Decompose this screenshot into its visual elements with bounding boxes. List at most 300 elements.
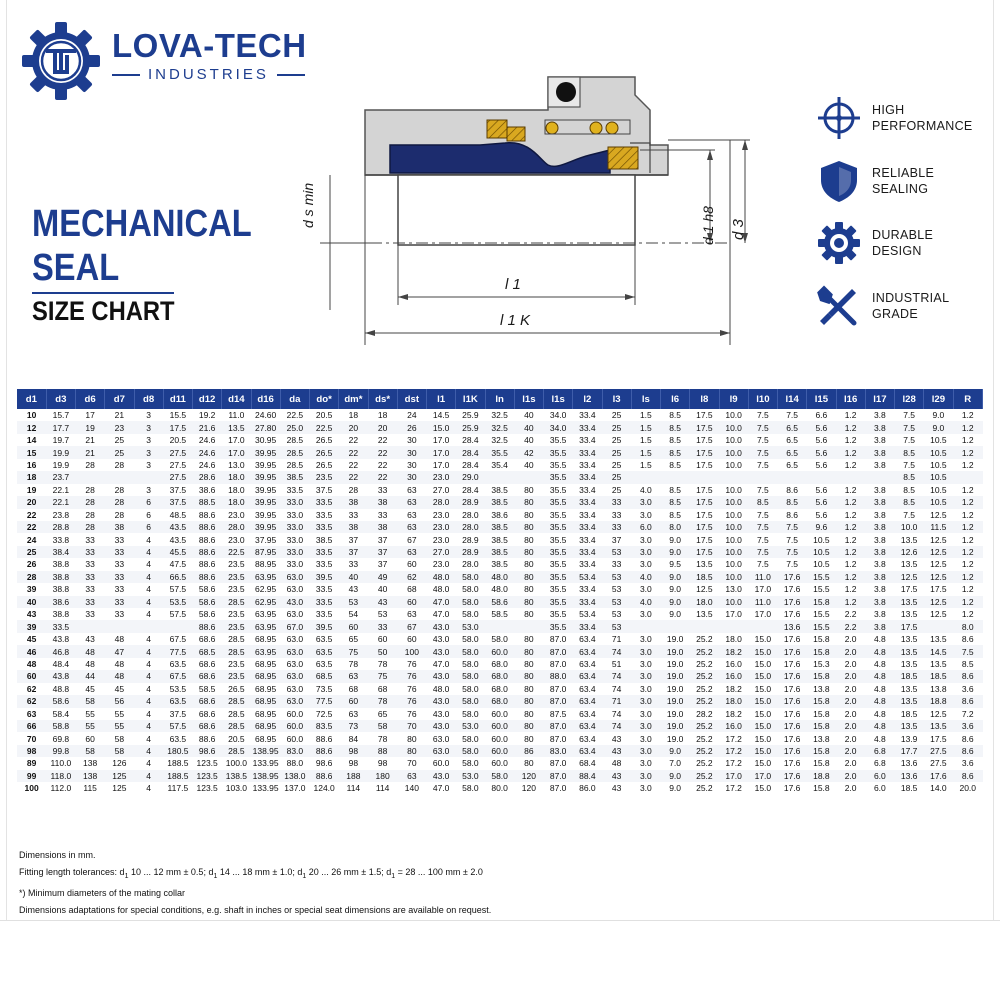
table-cell: 28.5 [228, 708, 245, 719]
table-cell [924, 620, 953, 632]
table-cell: 60.0 [286, 733, 304, 744]
table-cell: 63.0 [280, 670, 309, 682]
table-cell: 13.8 [813, 683, 830, 694]
table-cell: 25 [611, 410, 622, 421]
size-chart-table [17, 389, 983, 795]
table-cell: 1.2 [844, 459, 857, 470]
table-cell [661, 620, 690, 632]
table-cell: 4.8 [865, 670, 894, 682]
table-cell: 63.4 [573, 695, 602, 707]
table-cell: 80 [524, 708, 534, 719]
table-cell: 7.5 [748, 446, 777, 458]
table-cell: 60.0 [485, 720, 514, 732]
table-cell: 28 [85, 509, 95, 520]
table-cell: 34.0 [544, 421, 573, 433]
table-cell: 138 [76, 770, 105, 782]
table-cell: 35.5 [549, 484, 567, 495]
table-cell: 33 [611, 559, 622, 570]
table-cell: 15.5 [169, 410, 187, 421]
table-cell: 6.8 [873, 758, 886, 769]
table-cell: 43 [348, 584, 359, 595]
table-cell: 68.95 [251, 720, 280, 732]
table-cell: 70 [407, 758, 417, 769]
table-cell: 19.2 [198, 410, 216, 421]
table-cell: 28.5 [222, 695, 251, 707]
table-cell: 28.9 [456, 496, 485, 508]
table-cell: 17.6 [783, 758, 801, 769]
table-cell: 68.5 [193, 645, 222, 657]
table-row [17, 583, 983, 595]
table-cell: 7.2 [961, 708, 974, 719]
table-cell: 35.4 [491, 459, 508, 470]
table-cell: 8.5 [669, 410, 682, 421]
table-cell: 48 [85, 658, 95, 669]
table-cell: 63.0 [280, 571, 309, 583]
table-cell: 118.0 [46, 770, 75, 782]
table-cell: 78 [348, 658, 359, 669]
table-cell: 8.5 [669, 484, 682, 495]
table-notes [19, 847, 491, 919]
column-header: do* [310, 389, 339, 409]
table-cell: 4 [146, 609, 151, 620]
table-cell: 45 [26, 634, 37, 645]
table-cell: 10.0 [725, 484, 742, 495]
table-cell: 3.0 [631, 695, 660, 707]
table-cell: 3.8 [865, 496, 894, 508]
table-cell: 25.2 [696, 783, 713, 794]
table-cell: 17.6 [783, 708, 801, 719]
table-cell: 10.5 [807, 546, 836, 558]
table-cell: 43 [368, 596, 397, 608]
table-cell: 25 [611, 459, 622, 470]
table-cell: 22 [368, 446, 397, 458]
table-cell: 33.4 [573, 446, 602, 458]
table-cell: 53.4 [579, 609, 596, 620]
table-cell: 17.6 [778, 596, 807, 608]
table-cell: 15.0 [754, 683, 772, 694]
table-cell: 15.8 [807, 745, 836, 757]
table-cell: 48 [76, 645, 105, 657]
table-cell: 63.0 [286, 609, 304, 620]
table-cell: 25 [17, 546, 46, 558]
table-cell: 44 [76, 670, 105, 682]
table-cell: 45.5 [163, 546, 192, 558]
table-cell: 17.6 [783, 634, 801, 645]
column-header: dst [397, 389, 426, 409]
table-cell: 17.6 [924, 770, 953, 782]
table-cell: 99 [17, 770, 46, 782]
table-cell: 58.0 [462, 783, 479, 794]
table-cell: 68 [377, 683, 388, 694]
table-cell: 3.0 [639, 658, 652, 669]
table-cell: 30 [407, 459, 417, 470]
table-cell: 25.2 [696, 733, 713, 744]
table-cell: 88.6 [310, 745, 339, 757]
table-cell: 10.0 [719, 421, 748, 433]
table-cell: 13.5 [930, 634, 947, 645]
table-cell: 18.0 [719, 695, 748, 707]
table-cell: 8.0 [661, 521, 690, 533]
table-cell: 4 [146, 584, 151, 595]
table-cell: 58.0 [462, 733, 479, 744]
feature-3-line-1: DURABLE [872, 228, 934, 242]
table-cell: 33 [368, 620, 397, 632]
table-cell: 8.5 [895, 496, 924, 508]
table-cell: 7.0 [669, 758, 682, 769]
table-cell: 25 [602, 471, 631, 483]
table-cell: 63.5 [310, 645, 339, 657]
table-cell: 43 [26, 609, 37, 620]
table-cell: 18.2 [725, 708, 742, 719]
table-cell: 8.0 [953, 620, 983, 632]
table-cell: 14.0 [930, 783, 947, 794]
table-cell: 17.2 [725, 758, 742, 769]
table-cell: 98 [348, 758, 359, 769]
table-cell: 80 [524, 509, 534, 520]
table-cell: 58.5 [198, 683, 216, 694]
table-cell: 68.0 [491, 658, 508, 669]
table-cell: 80 [514, 720, 543, 732]
label-ds-min: d s min [300, 182, 316, 228]
title-divider [32, 292, 174, 294]
table-cell: 15.0 [754, 658, 772, 669]
table-cell: 3.0 [639, 559, 652, 570]
table-cell: 63 [348, 708, 359, 719]
table-cell: 3.8 [873, 534, 886, 545]
brand-block [112, 28, 307, 83]
title-line-2: SEAL [32, 247, 120, 289]
table-cell: 3.8 [873, 609, 886, 620]
table-cell: 3.8 [873, 559, 886, 570]
table-cell: 33.5 [315, 509, 333, 520]
table-cell: 33 [602, 521, 631, 533]
table-cell: 3.6 [961, 758, 974, 769]
table-cell: 80 [514, 645, 543, 657]
table-cell: 58.0 [462, 708, 479, 719]
table-cell: 15.0 [754, 783, 772, 794]
table-cell: 3.8 [865, 596, 894, 608]
table-cell: 38.8 [52, 584, 70, 595]
table-cell: 63.0 [286, 584, 304, 595]
table-cell: 33.4 [573, 596, 602, 608]
table-cell [748, 620, 777, 632]
table-cell: 71 [602, 695, 631, 707]
table-cell: 19.0 [666, 683, 684, 694]
table-cell [485, 471, 514, 483]
table-cell: 26.5 [315, 435, 333, 446]
table-cell: 74 [602, 670, 631, 682]
table-cell: 65 [348, 634, 359, 645]
table-cell: 33.4 [573, 521, 602, 533]
table-cell: 63 [407, 609, 417, 620]
table-cell: 60.0 [485, 745, 514, 757]
table-cell: 16.0 [719, 670, 748, 682]
table-cell: 30 [407, 435, 417, 446]
table-cell: 15.3 [813, 658, 830, 669]
table-cell: 39.95 [254, 509, 277, 520]
table-cell: 22 [26, 509, 37, 520]
table-cell: 80 [514, 546, 543, 558]
table-cell: 25.2 [690, 670, 719, 682]
table-cell: 63 [397, 546, 426, 558]
table-row [17, 670, 983, 682]
table-cell: 4 [146, 534, 151, 545]
table-cell: 138.5 [222, 770, 251, 782]
table-cell: 112.0 [50, 783, 72, 794]
table-cell: 126 [112, 758, 127, 769]
table-cell: 33 [602, 496, 631, 508]
table-cell: 35.5 [549, 584, 567, 595]
table-cell: 1.2 [953, 496, 983, 508]
table-cell: 45 [85, 683, 95, 694]
table-cell: 38.6 [46, 596, 75, 608]
table-cell: 7.5 [756, 509, 769, 520]
table-cell: 10.5 [813, 559, 830, 570]
table-cell: 22 [339, 446, 368, 458]
table-cell: 3.6 [961, 683, 974, 694]
table-cell: 33.5 [315, 559, 333, 570]
table-cell: 40 [514, 421, 543, 433]
table-cell: 3.0 [631, 496, 660, 508]
table-cell: 63.0 [286, 683, 304, 694]
table-cell: 17.6 [783, 783, 801, 794]
table-cell: 67.5 [169, 634, 187, 645]
table-cell: 7.5 [756, 410, 769, 421]
table-cell: 1.2 [961, 534, 974, 545]
table-cell: 8.5 [661, 446, 690, 458]
table-cell: 43.8 [46, 670, 75, 682]
table-cell: 24.6 [198, 435, 216, 446]
table-cell: 17.6 [783, 658, 801, 669]
table-cell: 80 [524, 534, 534, 545]
table-cell: 39.95 [254, 484, 277, 495]
table-cell: 12.5 [895, 571, 924, 583]
table-cell: 9.0 [669, 783, 682, 794]
table-cell: 68.95 [251, 670, 280, 682]
table-cell: 8.6 [961, 634, 974, 645]
table-cell: 13.6 [895, 770, 924, 782]
table-cell: 38.5 [485, 521, 514, 533]
table-cell: 7.5 [756, 559, 769, 570]
table-cell: 43 [602, 770, 631, 782]
table-cell: 23.5 [222, 571, 251, 583]
table-cell: 8.5 [778, 496, 807, 508]
table-cell: 7.5 [786, 534, 799, 545]
table-cell: 75 [339, 645, 368, 657]
table-cell: 13.5 [900, 559, 918, 570]
table-cell: 1.2 [844, 484, 857, 495]
column-header: l16 [836, 389, 865, 409]
table-cell: 68.6 [193, 670, 222, 682]
table-row [17, 421, 983, 433]
feature-3-line-2: DESIGN [872, 244, 922, 258]
table-cell: 63.4 [579, 733, 596, 744]
table-row [17, 658, 983, 670]
table-row [17, 533, 983, 545]
table-cell: 28.4 [456, 446, 485, 458]
table-cell: 19.9 [52, 459, 70, 470]
table-cell: 58 [114, 733, 125, 744]
table-cell: 32.5 [491, 435, 508, 446]
table-cell: 28.5 [228, 634, 245, 645]
column-header: dm* [339, 389, 368, 409]
table-cell: 18.5 [895, 670, 924, 682]
table-cell: 15.8 [813, 708, 830, 719]
table-cell: 19.0 [661, 645, 690, 657]
note-tolerances: Fitting length tolerances: $d_1$ 10 ... 12 mm ± 0.5; $d_1$ 14 ... 18 mm ± 1.0; $d_1$ 20 ... 26 mm ± 1.5; $d_1 = 28$ ... 100 mm ± 2.0 [19, 867, 483, 880]
table-cell: 14.5 [924, 645, 953, 657]
table-cell: 7.5 [756, 484, 769, 495]
table-cell: 49 [368, 571, 397, 583]
table-cell: 4 [146, 559, 151, 570]
table-cell: 8.5 [669, 459, 682, 470]
table-cell: 10.0 [719, 571, 748, 583]
table-cell: 1.2 [961, 609, 974, 620]
table-cell: 53 [602, 546, 631, 558]
table-cell: 28.4 [462, 484, 479, 495]
table-row [17, 434, 983, 446]
table-cell: 4.8 [873, 708, 886, 719]
column-header: d14 [222, 389, 251, 409]
table-cell: 33 [114, 584, 125, 595]
table-cell: 53 [339, 596, 368, 608]
table-cell: 80 [524, 658, 534, 669]
table-cell [514, 471, 543, 483]
table-cell: 18 [348, 410, 359, 421]
table-cell: 60 [339, 695, 368, 707]
table-cell: 1.2 [953, 521, 983, 533]
table-cell: 17.5 [900, 584, 918, 595]
table-cell: 38.5 [491, 484, 508, 495]
table-cell: 39.5 [310, 571, 339, 583]
column-header: l3 [602, 389, 631, 409]
table-cell: 80 [514, 496, 543, 508]
table-cell: 80 [407, 733, 417, 744]
table-cell: 10 [26, 410, 37, 421]
table-row [17, 596, 983, 608]
table-cell: 27.0 [427, 546, 456, 558]
table-cell: 40 [524, 435, 534, 446]
table-cell: 50 [368, 645, 397, 657]
table-cell: 18.5 [900, 708, 918, 719]
table-cell: 68.95 [254, 658, 277, 669]
table-cell: 37.5 [169, 484, 187, 495]
table-cell: 21.6 [193, 421, 222, 433]
table-row [17, 683, 983, 695]
table-cell: 38 [339, 496, 368, 508]
table-cell: 99.8 [46, 745, 75, 757]
table-cell: 20.5 [228, 733, 245, 744]
table-cell: 80 [524, 584, 534, 595]
table-cell: 13.0 [725, 584, 742, 595]
table-cell: 103.0 [225, 783, 248, 794]
table-cell: 4.0 [639, 484, 652, 495]
table-cell: 28.6 [193, 471, 222, 483]
table-cell: 100.0 [225, 758, 248, 769]
page-title [32, 202, 252, 290]
table-cell: 63 [397, 770, 426, 782]
column-header: d12 [193, 389, 222, 409]
table-cell: 17 [85, 410, 95, 421]
table-cell: 37.5 [163, 496, 192, 508]
column-header: l2 [573, 389, 602, 409]
table-cell: 27.0 [432, 484, 450, 495]
table-cell: 12.6 [895, 546, 924, 558]
table-cell: 6 [146, 509, 151, 520]
table-cell: 28.0 [456, 521, 485, 533]
table-cell: 58 [76, 745, 105, 757]
table-cell: 53 [377, 609, 388, 620]
table-cell: 32.5 [485, 421, 514, 433]
table-cell: 56 [105, 695, 134, 707]
table-cell: 80 [524, 683, 534, 694]
table-cell: 60 [17, 670, 46, 682]
table-cell: 48 [114, 634, 125, 645]
table-cell: 60 [397, 596, 426, 608]
table-cell: 3 [134, 446, 163, 458]
table-cell: 123.5 [193, 770, 222, 782]
table-cell: 7.5 [903, 459, 916, 470]
table-cell: 4 [146, 658, 151, 669]
table-cell: 23.0 [432, 509, 450, 520]
table-cell: 39 [17, 620, 46, 632]
table-cell: 8.6 [961, 733, 974, 744]
table-cell: 38.5 [485, 546, 514, 558]
table-cell: 8.6 [953, 745, 983, 757]
table-cell: 3.0 [639, 733, 652, 744]
table-cell: 73.5 [315, 683, 333, 694]
column-header: d16 [251, 389, 280, 409]
table-cell: 17.5 [696, 410, 713, 421]
column-header: ln [485, 389, 514, 409]
table-cell: 55 [105, 720, 134, 732]
column-header: l9 [719, 389, 748, 409]
table-cell: 58.0 [462, 758, 479, 769]
table-cell: 28.0 [462, 559, 479, 570]
table-cell: 80.0 [491, 783, 508, 794]
table-cell: 17.5 [690, 446, 719, 458]
table-row [17, 782, 983, 794]
table-cell: 25.2 [696, 658, 713, 669]
table-cell: 12.5 [930, 708, 947, 719]
table-cell: 10.0 [725, 459, 742, 470]
table-cell: 28.4 [462, 459, 479, 470]
table-cell: 68.5 [310, 670, 339, 682]
table-cell: 3.6 [953, 720, 983, 732]
table-cell: 28.9 [456, 546, 485, 558]
table-cell: 40 [339, 571, 368, 583]
table-cell: 48 [26, 658, 37, 669]
table-cell: 7.5 [778, 521, 807, 533]
right-border [993, 0, 1000, 920]
table-cell: 17.2 [725, 783, 742, 794]
table-cell: 62.95 [254, 584, 277, 595]
table-cell: 8.5 [748, 496, 777, 508]
table-cell: 62 [26, 683, 37, 694]
table-cell: 43.0 [427, 645, 456, 657]
table-cell: 7.5 [748, 521, 777, 533]
table-cell: 125 [105, 770, 134, 782]
table-cell: 84 [348, 733, 359, 744]
table-cell: 76 [407, 683, 417, 694]
table-cell: 5.6 [815, 509, 828, 520]
table-cell: 58.6 [198, 609, 216, 620]
table-cell: 74 [602, 720, 631, 732]
table-cell: 48.8 [52, 683, 70, 694]
table-cell [661, 471, 690, 483]
table-cell [485, 620, 514, 632]
table-cell: 87.0 [544, 720, 573, 732]
